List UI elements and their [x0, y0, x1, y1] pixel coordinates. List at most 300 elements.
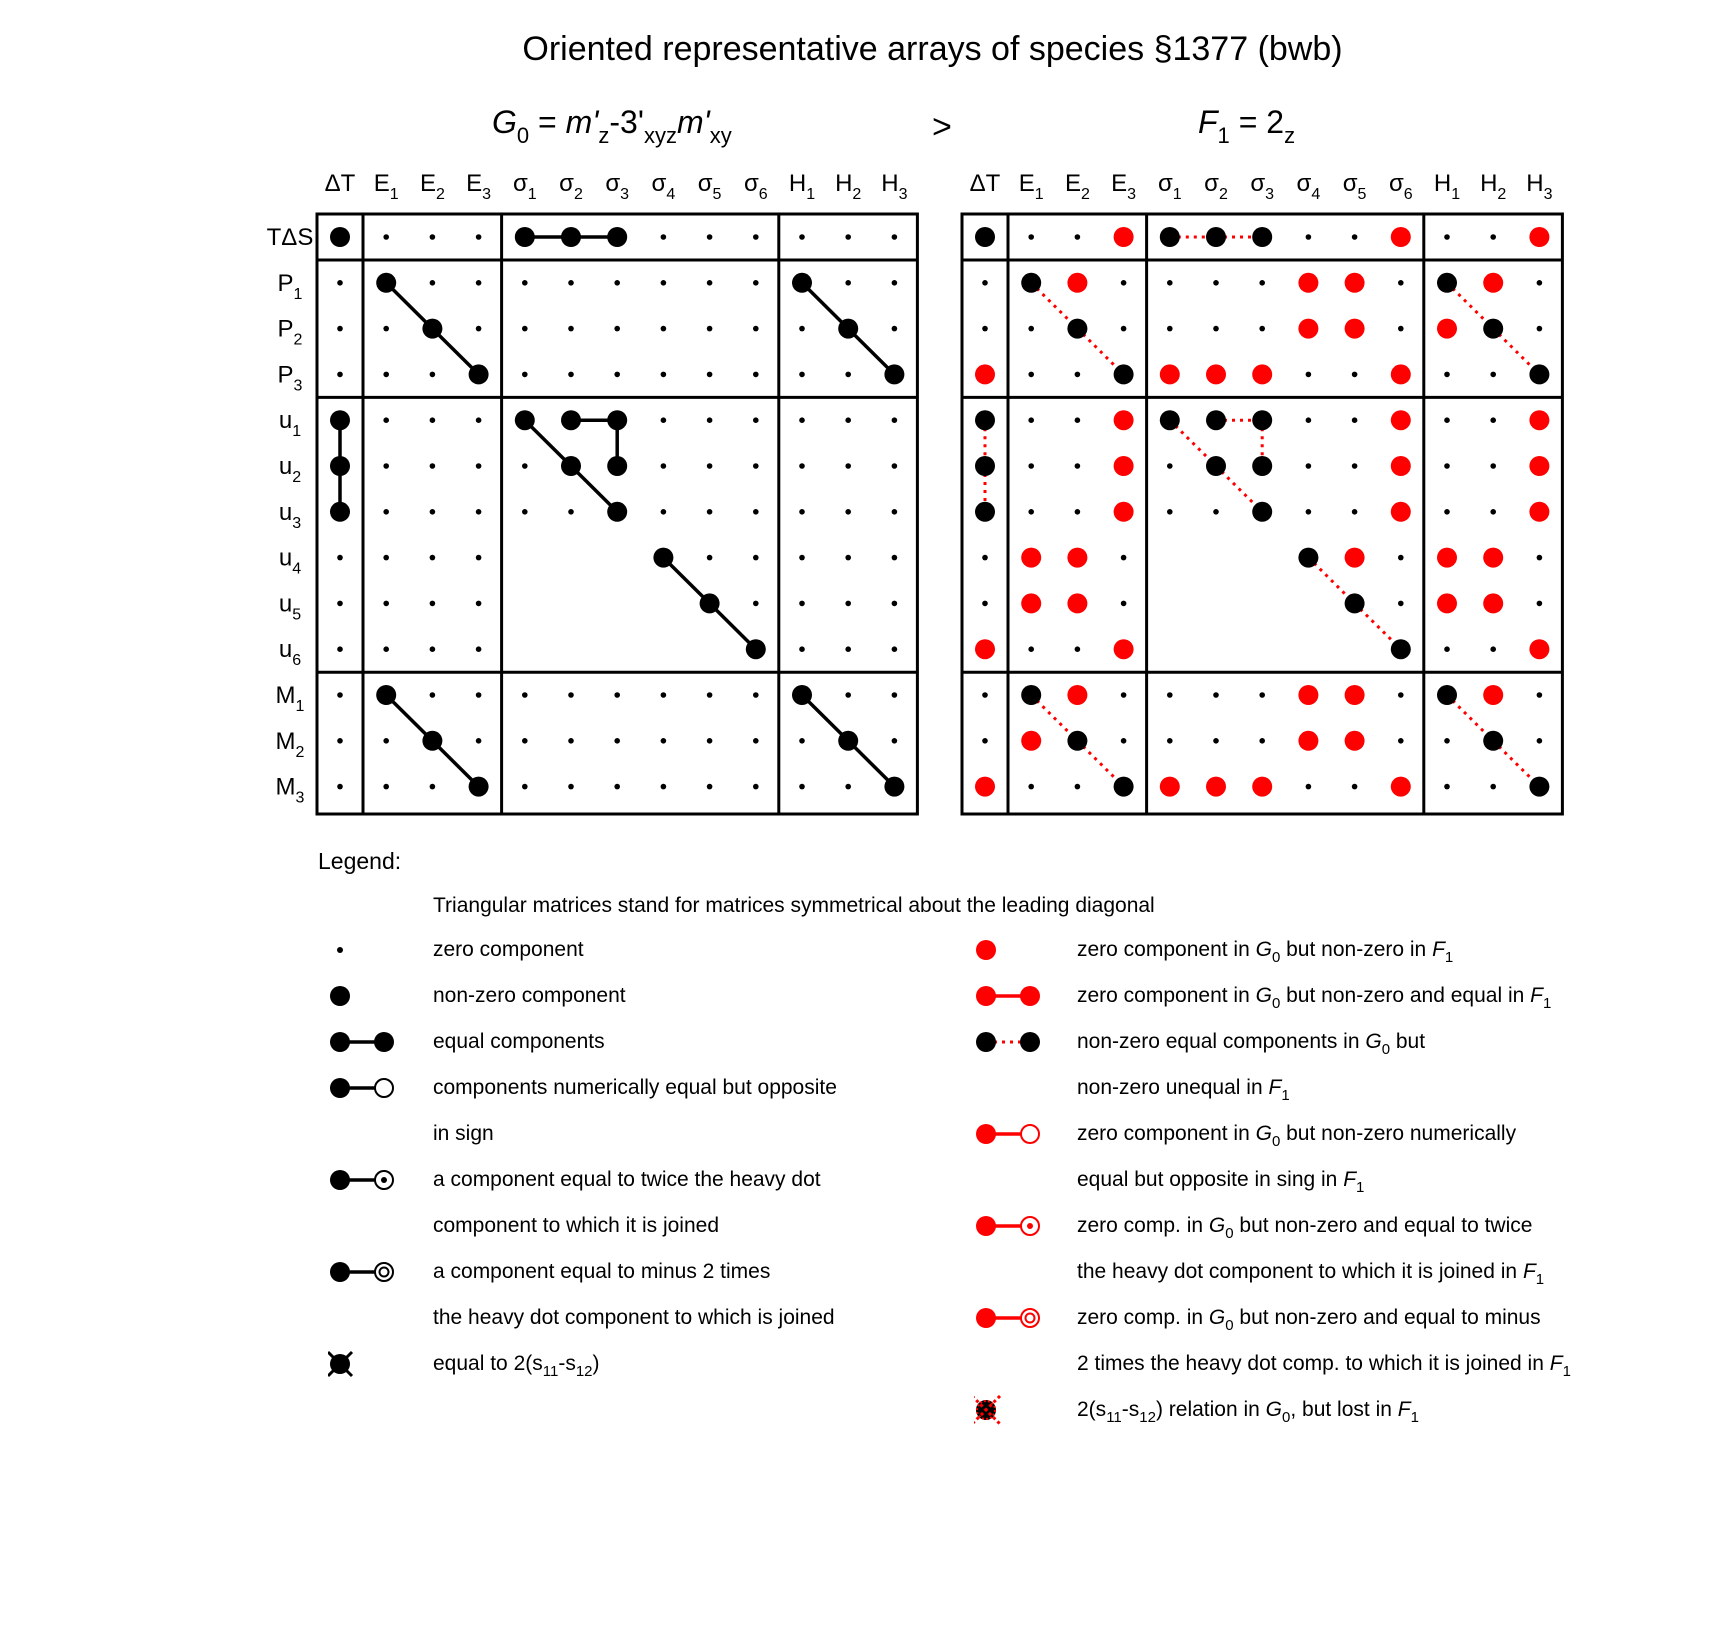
red-component [1114, 456, 1134, 476]
zero-component [892, 601, 898, 607]
red-component [1391, 227, 1411, 247]
nonzero-component [1483, 319, 1503, 339]
zero-component [799, 738, 805, 744]
row-label: TΔS [266, 224, 314, 251]
nonzero-component [1252, 502, 1272, 522]
f1-column-label: $\sigma_4$ [1296, 170, 1321, 203]
g0-column-label: $E_1$ [373, 170, 399, 203]
zero-component [430, 372, 436, 378]
g0-column-label: $\sigma_1$ [512, 170, 537, 203]
red-component [1021, 593, 1041, 613]
zero-component [430, 463, 436, 469]
legend-icon [974, 1119, 1054, 1149]
zero-component [892, 326, 898, 332]
zero-component [892, 280, 898, 286]
nonzero-component [422, 731, 442, 751]
zero-component [568, 738, 574, 744]
zero-component [1352, 463, 1358, 469]
zero-component [753, 463, 759, 469]
zero-component [753, 280, 759, 286]
legend-icon [974, 1303, 1054, 1333]
red-component [1483, 593, 1503, 613]
red-component [1391, 456, 1411, 476]
red-component [1529, 639, 1549, 659]
zero-component [892, 646, 898, 652]
row-label: $M_2$ [275, 727, 305, 761]
zero-component [1490, 234, 1496, 240]
zero-component [892, 509, 898, 515]
zero-component [1352, 234, 1358, 240]
zero-component [707, 417, 713, 423]
red-component [1021, 548, 1041, 568]
zero-component [892, 234, 898, 240]
zero-component [1490, 784, 1496, 790]
nonzero-component [1437, 685, 1457, 705]
zero-component [1444, 463, 1450, 469]
zero-component [1259, 326, 1265, 332]
nonzero-component [561, 227, 581, 247]
zero-component [799, 784, 805, 790]
zero-component [1537, 601, 1543, 607]
zero-component [1352, 372, 1358, 378]
legend-icon [328, 1349, 408, 1379]
nonzero-component [975, 502, 995, 522]
zero-component [1167, 463, 1173, 469]
zero-component [1490, 509, 1496, 515]
nonzero-component [1160, 410, 1180, 430]
zero-component [476, 417, 482, 423]
zero-component [753, 601, 759, 607]
nonzero-component [607, 456, 627, 476]
red-component [1437, 548, 1457, 568]
legend-text: the heavy dot component to which is joined [433, 1306, 835, 1329]
legend-text: non-zero equal components in $G_0$ but [1077, 1030, 1426, 1058]
red-component [1160, 777, 1180, 797]
row-label: $P_3$ [277, 361, 303, 395]
zero-component [1398, 692, 1404, 698]
nonzero-component [1160, 227, 1180, 247]
zero-component [799, 372, 805, 378]
red-component [1206, 777, 1226, 797]
legend-text: zero component in $G_0$ but non-zero and equal in $F_1$ [1077, 984, 1552, 1012]
legend-icon [974, 1395, 1054, 1425]
zero-component [1121, 326, 1127, 332]
nonzero-component [376, 273, 396, 293]
heavy-dot-icon [328, 981, 408, 1011]
left-group-title: $G_0 = m'_z-3'_{xyz}m'_{xy}$ [492, 104, 732, 148]
red-component [1114, 502, 1134, 522]
red-component [975, 364, 995, 384]
nonzero-component [1067, 319, 1087, 339]
nonzero-component [884, 777, 904, 797]
zero-component [1121, 555, 1127, 561]
zero-component [1306, 784, 1312, 790]
zero-component [1028, 784, 1034, 790]
zero-component [1213, 280, 1219, 286]
zero-component [568, 326, 574, 332]
g0-column-label: $H_3$ [881, 170, 908, 203]
legend-text: equal but opposite in sing in $F_1$ [1077, 1168, 1365, 1196]
red-component [1114, 639, 1134, 659]
zero-component [845, 509, 851, 515]
zero-component [845, 555, 851, 561]
red-component [1298, 319, 1318, 339]
zero-component [1398, 738, 1404, 744]
nonzero-component [1067, 731, 1087, 751]
zero-component [753, 234, 759, 240]
zero-component [845, 463, 851, 469]
g0-column-label: $\sigma_3$ [605, 170, 630, 203]
zero-component [522, 738, 528, 744]
zero-component [661, 692, 667, 698]
zero-component [337, 784, 343, 790]
legend-icon [328, 1165, 408, 1195]
nonzero-component [607, 410, 627, 430]
zero-component [845, 692, 851, 698]
nonzero-component [515, 227, 535, 247]
nonzero-component [975, 410, 995, 430]
f1-column-label: ΔT [969, 170, 1001, 197]
red-component [1206, 364, 1226, 384]
f1-column-label: $H_2$ [1480, 170, 1507, 203]
zero-component [799, 555, 805, 561]
zero-component [383, 601, 389, 607]
zero-component [522, 784, 528, 790]
zero-component [661, 738, 667, 744]
zero-component [661, 509, 667, 515]
zero-component [1352, 417, 1358, 423]
legend-text: zero component [433, 938, 584, 961]
zero-component [892, 463, 898, 469]
zero-component [1121, 601, 1127, 607]
nonzero-component [1391, 639, 1411, 659]
legend-icon [974, 1211, 1054, 1241]
red-component [1345, 731, 1365, 751]
zero-component [337, 692, 343, 698]
red-component [1483, 548, 1503, 568]
crossed-dot-icon [328, 1349, 408, 1379]
nonzero-component [1021, 273, 1041, 293]
zero-component [799, 417, 805, 423]
row-label: $u_2$ [278, 453, 302, 486]
zero-component [430, 417, 436, 423]
red-component [1529, 227, 1549, 247]
zero-component [1075, 372, 1081, 378]
red-opposite-link-icon [974, 1119, 1054, 1149]
legend-text: equal to $2(s_{11}-s_{12})$ [433, 1352, 600, 1380]
red-equal-link-icon [974, 981, 1054, 1011]
zero-component [1490, 646, 1496, 652]
zero-component [430, 234, 436, 240]
row-label: $u_4$ [278, 544, 302, 578]
zero-component [707, 463, 713, 469]
legend-icon [328, 1073, 408, 1103]
zero-component [1028, 509, 1034, 515]
red-component [1252, 777, 1272, 797]
zero-component [522, 463, 528, 469]
nonzero-component [1114, 777, 1134, 797]
zero-component [1490, 417, 1496, 423]
zero-component [1306, 463, 1312, 469]
nonzero-component [1252, 227, 1272, 247]
red-component [1391, 410, 1411, 430]
zero-component [614, 692, 620, 698]
red-component [1114, 410, 1134, 430]
zero-component [1167, 692, 1173, 698]
zero-component [1537, 326, 1543, 332]
zero-component [707, 555, 713, 561]
zero-component [430, 555, 436, 561]
zero-component [753, 692, 759, 698]
nonzero-component [838, 319, 858, 339]
zero-component [982, 555, 988, 561]
small-dot-icon [328, 935, 408, 965]
legend-text: a component equal to minus 2 times [433, 1260, 771, 1283]
zero-component [1028, 646, 1034, 652]
nonzero-component [469, 777, 489, 797]
red-component [1529, 502, 1549, 522]
g0-column-label: $\sigma_4$ [651, 170, 676, 203]
f1-column-label: $E_2$ [1064, 170, 1090, 203]
zero-component [1259, 738, 1265, 744]
g0-column-label: $\sigma_5$ [697, 170, 722, 203]
legend-text: 2 times the heavy dot comp. to which it is joined in $F_1$ [1077, 1352, 1571, 1380]
nonzero-component [422, 319, 442, 339]
zero-component [892, 555, 898, 561]
zero-component [661, 234, 667, 240]
red-component [975, 639, 995, 659]
zero-component [753, 417, 759, 423]
zero-component [337, 280, 343, 286]
zero-component [1537, 738, 1543, 744]
zero-component [661, 463, 667, 469]
red-component [1067, 593, 1087, 613]
black-dotted-link-icon [974, 1027, 1054, 1057]
legend-text: zero component in $G_0$ but non-zero numerically [1077, 1122, 1517, 1150]
f1-column-label: $H_3$ [1526, 170, 1553, 203]
zero-component [753, 509, 759, 515]
g0-column-label: $E_2$ [419, 170, 445, 203]
zero-component [476, 234, 482, 240]
zero-component [661, 417, 667, 423]
zero-component [383, 738, 389, 744]
zero-component [383, 417, 389, 423]
zero-component [753, 326, 759, 332]
zero-component [661, 326, 667, 332]
nonzero-component [1206, 456, 1226, 476]
red-component [1483, 685, 1503, 705]
f1-column-label: $E_1$ [1018, 170, 1044, 203]
red-component [1067, 273, 1087, 293]
legend-text: zero comp. in $G_0$ but non-zero and equal to minus [1077, 1306, 1541, 1334]
zero-component [799, 509, 805, 515]
zero-component [707, 234, 713, 240]
nonzero-component [1345, 593, 1365, 613]
row-label: $P_2$ [277, 315, 303, 349]
legend-note: Triangular matrices stand for matrices symmetrical about the leading diagonal [433, 894, 1155, 917]
f1-column-label: $H_1$ [1433, 170, 1461, 203]
row-label: $M_1$ [275, 682, 305, 715]
equal-link-icon [328, 1027, 408, 1057]
nonzero-component [792, 685, 812, 705]
legend-text: equal components [433, 1030, 605, 1053]
red-component [1298, 685, 1318, 705]
red-component [1114, 227, 1134, 247]
zero-component [982, 692, 988, 698]
nonzero-component [1529, 777, 1549, 797]
zero-component [982, 280, 988, 286]
f1-column-label: $E_3$ [1111, 170, 1137, 203]
zero-component [522, 326, 528, 332]
zero-component [799, 601, 805, 607]
zero-component [1444, 738, 1450, 744]
red-minus-two-link-icon [974, 1303, 1054, 1333]
nonzero-component [561, 456, 581, 476]
red-component [1345, 319, 1365, 339]
zero-component [430, 601, 436, 607]
zero-component [383, 646, 389, 652]
zero-component [522, 372, 528, 378]
zero-component [1259, 692, 1265, 698]
zero-component [845, 601, 851, 607]
nonzero-component [1021, 685, 1041, 705]
zero-component [892, 417, 898, 423]
zero-component [1352, 509, 1358, 515]
zero-component [707, 372, 713, 378]
zero-component [1444, 646, 1450, 652]
nonzero-component [792, 273, 812, 293]
zero-component [1121, 738, 1127, 744]
zero-component [1537, 692, 1543, 698]
zero-component [476, 738, 482, 744]
legend-icon [974, 1027, 1054, 1057]
nonzero-component [746, 639, 766, 659]
legend-icon [974, 981, 1054, 1011]
zero-component [476, 463, 482, 469]
zero-component [661, 784, 667, 790]
zero-component [799, 646, 805, 652]
zero-component [982, 738, 988, 744]
red-component [1529, 410, 1549, 430]
legend-text: non-zero component [433, 984, 626, 1007]
zero-component [476, 280, 482, 286]
zero-component [1213, 738, 1219, 744]
nonzero-component [330, 502, 350, 522]
zero-component [845, 280, 851, 286]
nonzero-component [607, 227, 627, 247]
nonzero-component [1252, 456, 1272, 476]
nonzero-component [975, 456, 995, 476]
zero-component [568, 509, 574, 515]
red-component [1345, 273, 1365, 293]
zero-component [845, 784, 851, 790]
zero-component [383, 509, 389, 515]
zero-component [1075, 234, 1081, 240]
zero-component [614, 372, 620, 378]
zero-component [383, 784, 389, 790]
nonzero-component [330, 410, 350, 430]
zero-component [799, 463, 805, 469]
row-label: $u_3$ [278, 498, 302, 532]
zero-component [1306, 509, 1312, 515]
nonzero-component [884, 364, 904, 384]
nonzero-component [330, 227, 350, 247]
legend-text: a component equal to twice the heavy dot [433, 1168, 821, 1191]
zero-component [383, 234, 389, 240]
nonzero-component [1529, 364, 1549, 384]
legend-text: zero comp. in $G_0$ but non-zero and equal to twice [1077, 1214, 1533, 1242]
nonzero-component [700, 593, 720, 613]
zero-component [337, 326, 343, 332]
zero-component [1306, 234, 1312, 240]
zero-component [1398, 555, 1404, 561]
red-component [1391, 364, 1411, 384]
zero-component [476, 555, 482, 561]
legend-icon [328, 935, 408, 965]
f1-column-label: $\sigma_2$ [1204, 170, 1228, 203]
red-component [1529, 456, 1549, 476]
red-component [1391, 777, 1411, 797]
zero-component [1444, 509, 1450, 515]
legend-icon [328, 1027, 408, 1057]
g0-column-label: $E_3$ [466, 170, 492, 203]
zero-component [1028, 234, 1034, 240]
right-group-title: $F_1 = 2_z$ [1198, 104, 1296, 148]
zero-component [430, 280, 436, 286]
zero-component [845, 372, 851, 378]
row-label: $u_6$ [278, 636, 302, 670]
nonzero-component [1206, 227, 1226, 247]
red-component [1437, 319, 1457, 339]
nonzero-component [1298, 548, 1318, 568]
nonzero-component [561, 410, 581, 430]
zero-component [383, 555, 389, 561]
zero-component [661, 372, 667, 378]
zero-component [1537, 280, 1543, 286]
row-label: $P_1$ [277, 269, 303, 303]
legend-text: zero component in $G_0$ but non-zero in $F_1$ [1077, 938, 1454, 966]
nonzero-component [469, 364, 489, 384]
zero-component [707, 326, 713, 332]
zero-component [568, 784, 574, 790]
zero-component [1028, 463, 1034, 469]
zero-component [1444, 784, 1450, 790]
zero-component [753, 784, 759, 790]
zero-component [1167, 280, 1173, 286]
legend-text: components numerically equal but opposite [433, 1076, 837, 1099]
greater-than-sign: > [932, 108, 952, 146]
zero-component [1028, 417, 1034, 423]
f1-column-label: $\sigma_6$ [1388, 170, 1413, 203]
nonzero-component [330, 456, 350, 476]
zero-component [1444, 417, 1450, 423]
zero-component [383, 463, 389, 469]
zero-component [614, 280, 620, 286]
zero-component [707, 280, 713, 286]
nonzero-component [1206, 410, 1226, 430]
zero-component [753, 372, 759, 378]
zero-component [799, 234, 805, 240]
red-component [1252, 364, 1272, 384]
legend-text: non-zero unequal in $F_1$ [1077, 1076, 1290, 1104]
zero-component [337, 738, 343, 744]
zero-component [1075, 646, 1081, 652]
opposite-link-icon [328, 1073, 408, 1103]
zero-component [661, 280, 667, 286]
red-component [1160, 364, 1180, 384]
legend-text: $2(s_{11}-s_{12})$ relation in $G_0$, but lost in $F_1$ [1077, 1398, 1419, 1426]
f1-column-label: $\sigma_3$ [1250, 170, 1275, 203]
